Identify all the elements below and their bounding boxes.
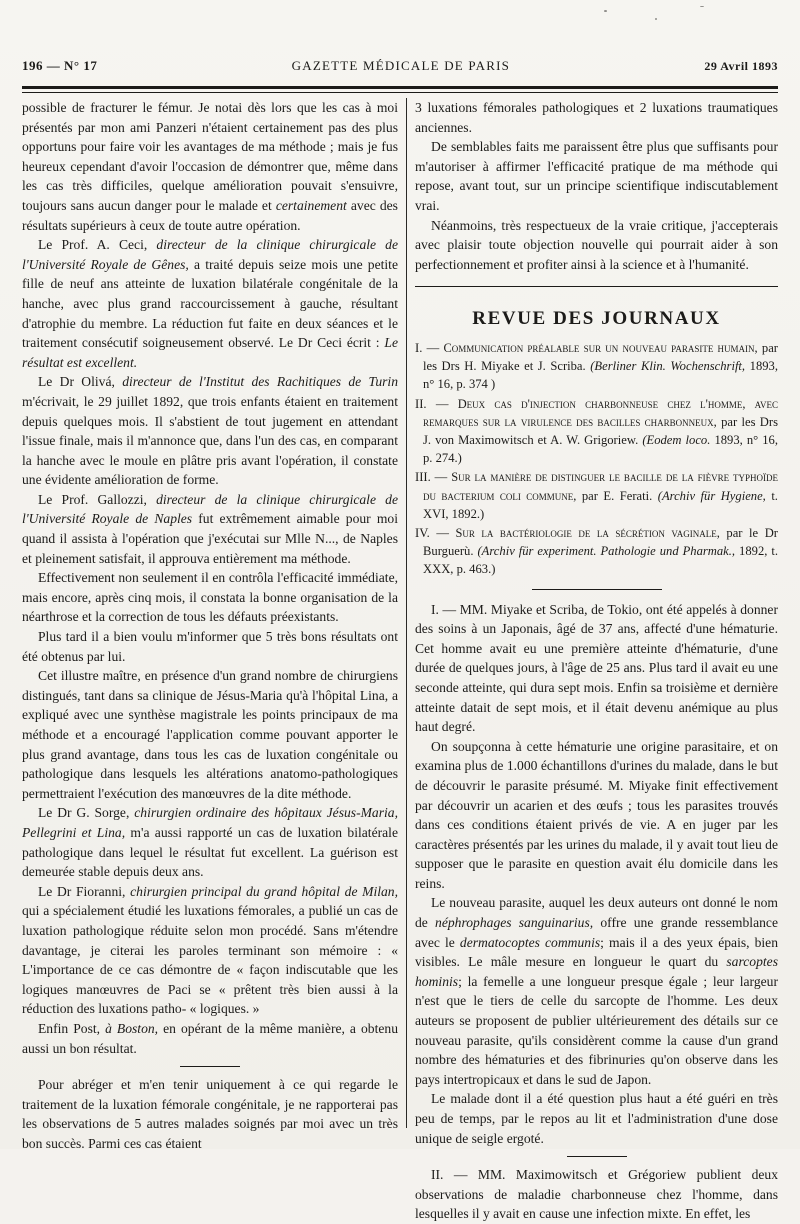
paragraph: Le Dr G. Sorge, chirurgien ordinaire des hôpitaux Jésus-Maria, Pellegrini et Lina, m'a aussi rapporté un cas de luxation bilatérale pathologique dans lequel le résultat fut excellent. La guérison est demeurée stable depuis deux ans. <box>22 805 398 880</box>
paragraph: Le nouveau parasite, auquel les deux auteurs ont donné le nom de néphrophages sanguinarius, offre une grande ressemblance avec le dermatocoptes communis; mais il a des yeux épais, bien visibles. Le mâle mesure en longueur le quart du sarcoptes hominis; la femelle a une longueur presque égale ; leur largeur n'est que le tiers de celle du sarcopte de l'homme. Les deux auteurs se proposent de publier ultérieurement des détails sur ce nouveau parasite, qu'ils considèrent comme la cause d'un grand nombre des hématuries et des fibrinuries qu'on observe dans les pays intertropicaux et dans le sud de Japon. <box>415 895 779 1087</box>
separator-rule <box>180 1066 240 1067</box>
journal-item: II. — Deux cas d'injection charbonneuse chez l'homme, avec remarques sur la virulence des bacilles charbonneux, par les Drs J. von Maximowitsch et A. W. Grigoriew. (Eodem loco. 1893, n° 16, p. 274.) <box>415 396 778 466</box>
print-speck <box>700 6 704 7</box>
paragraph: Enfin Post, à Boston, en opérant de la même manière, a obtenu aussi un bon résultat. <box>22 1020 398 1056</box>
paragraph: Le malade dont il a été question plus haut a été guéri en très peu de temps, par le repos au lit et l'administration d'une dose unique de seigle ergoté. <box>415 1091 778 1146</box>
page-number: 196 — N° 17 <box>22 58 98 73</box>
separator-rule <box>567 1156 627 1157</box>
journal-item: III. — Sur la manière de distinguer le bacille de la fièvre typhoïde du bacterium coli commune, par E. Ferati. (Archiv für Hygiene, t. XVI, 1892.) <box>415 470 778 521</box>
paragraph: Néanmoins, très respectueux de la vraie critique, j'accepterais avec plaisir toute objection nouvelle qui pourrait aider à son perfectionnement et profiter ainsi à la science et à l'humanité. <box>415 217 778 272</box>
paragraph: Le Prof. Gallozzi, directeur de la clinique chirurgicale de l'Université Royale de Naples fut extrêmement aimable pour moi quand il assista à l'opération que j'exécutai sur Mlle N..., de Naples et pleinement satisfait, il approuva entièrement ma méthode. <box>22 491 398 566</box>
journal-title: GAZETTE MÉDICALE DE PARIS <box>291 58 511 73</box>
paragraph: II. — MM. Maximowitsch et Grégoriew publient deux observations de maladie charbonneuse chez l'homme, dans lesquelles il y avait en cause une infection mixte. En effet, les <box>415 1167 778 1222</box>
paragraph: Le Prof. A. Ceci, directeur de la clinique chirurgicale de l'Université Royale de Gênes, a traité depuis seize mois une petite fille de neuf ans atteinte de luxation bilatérale congénitale de la hanche, avec plus grand raccourcissement à gauche, résultant d'atrophie du membre. La réduction fut faite en deux séances et le traitement consécutif soigneusement observé. Le Dr Ceci écrit : Le résultat est excellent. <box>22 237 398 370</box>
issue-date: 29 Avril 1893 <box>704 59 778 73</box>
paragraph: Cet illustre maître, en présence d'un grand nombre de chirurgiens distingués, tant dans sa clinique de Jésus-Maria qu'à l'hôpital Lina, a expliqué avec une synthèse magistrale les points principaux de ma méthode et a encouragé l'application comme pouvant apporter le plus grand avantage, dans tous les cas de luxation congénitale ou pathologique dans lesquels les altérations anatomo-pathologiques permettraient l'exécution des manœuvres de la dite méthode. <box>22 668 398 801</box>
running-header <box>22 58 778 80</box>
section-rule <box>415 286 778 287</box>
journal-item: I. — Communication préalable sur un nouveau parasite humain, par les Drs H. Miyake et J. Scriba. (Berliner Klin. Wochenschrift, 1893, n° 16, p. 374 ) <box>415 340 778 392</box>
paragraph: I. — MM. Miyake et Scriba, de Tokio, ont été appelés à donner des soins à un Japonais, âgé de 37 ans, affecté d'une hématurie. Cet homme avait eu une première atteinte d'hématurie, d'une durée de quelques jours, à l'âge de 25 ans. Plus tard il avait eu une seconde atteinte, qui dura sept mois. Enfin sa troisième et dernière atteinte datait de sept mois, et il était devenu anémique au plus haut degré. <box>415 601 778 735</box>
paragraph: Le Dr Fioranni, chirurgien principal du grand hôpital de Milan, qui a spécialement étudié les luxations fémorales, a publié un cas de luxation pathologique réduite selon mon procédé. Sans m'étendre davantage, je citerai les paroles terminant son mémoire : « L'importance de ce cas démontre de « façon indiscutable que les logiques manœuvres de Paci se « prêtent très bien aussi à la réduction des luxations patho- « logiques. » <box>22 883 399 1017</box>
paragraph: possible de fracturer le fémur. Je notai dès lors que les cas à moi présentés par mon ami Panzeri n'étaient certainement pas des plus opportuns pour faire voir les avantages de ma méthode ; mais je fus heureux cependant d'avoir l'occasion de démontrer que, même dans les cas très difficiles, quelque amélioration pouvait s'ensuivre, toujours sans aucun danger pour le malade et certainement avec des résultats supérieurs à ceux de toute autre opération. <box>22 100 398 233</box>
section-title: REVUE DES JOURNAUX <box>472 308 721 330</box>
paragraph: On soupçonna à cette hématurie une origine parasitaire, et on examina plus de 1.000 échantillons d'urines du malade, dans le but de découvrir le parasite présumé. M. Miyake finit effectivement par découvrir un acarien et des œufs ; tous les parasites trouvés dans ces conditions étaient privés de vie. A en juger par les caractères présentés par les urines du malade, il y avait tout lieu de supposer que le parasite en question avait élu domicile dans les reins. <box>415 738 778 891</box>
right-column <box>415 98 778 1224</box>
left-column <box>22 98 398 1153</box>
paragraph: 3 luxations fémorales pathologiques et 2 luxations traumatiques anciennes. <box>415 100 778 135</box>
separator-rule <box>532 589 662 590</box>
print-speck <box>655 18 657 20</box>
journal-item: IV. — Sur la bactériologie de la sécrétion vaginale, par le Dr Burguerù. (Archiv für experiment. Pathologie und Pharmak., 1892, t. XXX, p. 463.) <box>415 525 779 577</box>
paragraph: Effectivement non seulement il en contrôla l'efficacité immédiate, mais encore, après cinq mois, il constata la bonne organisation de la néarthrose et la correction de tous les défauts préexistants. <box>22 570 398 625</box>
paragraph: Plus tard il a bien voulu m'informer que 5 très bons résultats ont été obtenus par lui. <box>22 629 398 664</box>
header-rule <box>22 86 778 93</box>
paragraph: Pour abréger et m'en tenir uniquement à ce qui regarde le traitement de la luxation fémorale congénitale, je ne rapporterai pas les observations de 5 autres malades soignés par moi avec un très bon succès. Parmi ces cas étaient <box>22 1077 398 1151</box>
paragraph: Le Dr Olivá, directeur de l'Institut des Rachitiques de Turin m'écrivait, le 29 juillet 1892, que trois enfants étaient en traitement depuis quelques mois. Il s'abstient de tout jugement en attendant l'issue finale, mais il m'annonce que, dans l'un des cas, en comparant la hanche avec le moule en plâtre pris avant l'opération, il constate une évidente amélioration de forme. <box>22 374 398 488</box>
column-divider <box>406 98 407 1128</box>
print-speck <box>604 10 607 12</box>
paragraph: De semblables faits me paraissent être plus que suffisants pour m'autoriser à affirmer l'efficacité pratique de ma méthode qui repose, avant tout, sur un principe scientifique indiscutablement vrai. <box>415 139 778 213</box>
